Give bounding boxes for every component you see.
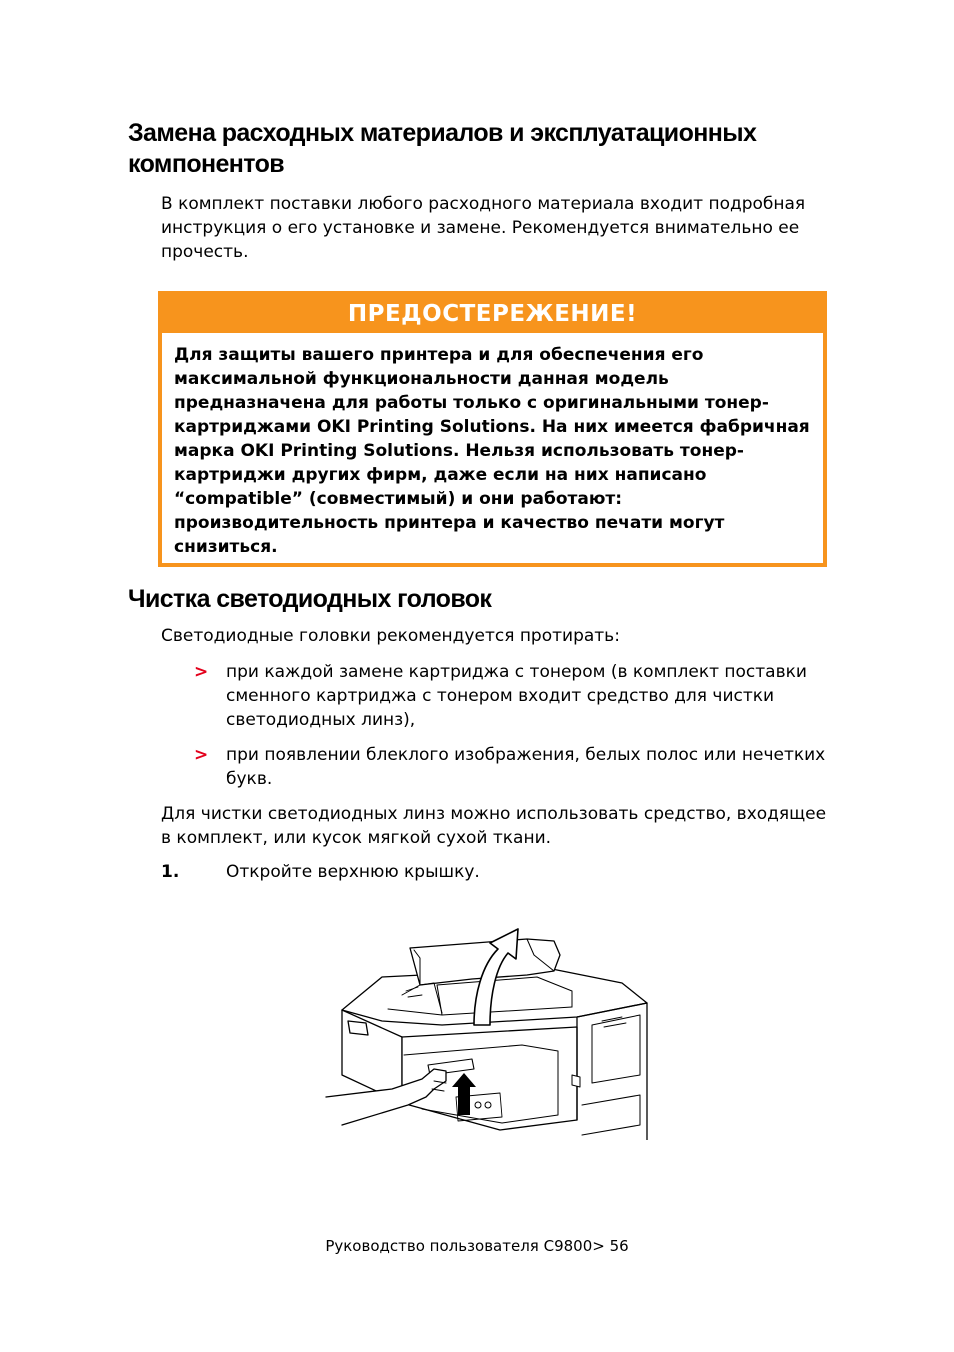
step-text: Откройте верхнюю крышку. [226, 862, 480, 882]
warning-heading: ПРЕДОСТЕРЕЖЕНИЕ! [162, 295, 823, 333]
list-item-text: при каждой замене картриджа с тонером (в комплект поставки сменного картриджа с тонером входит средство для чистки светодиодных линз), [226, 662, 807, 730]
list-item [161, 743, 827, 791]
bullet-arrow-icon: > [194, 745, 209, 765]
list-item-text: при появлении блеклого изображения, белых полос или нечетких букв. [226, 745, 826, 789]
warning-box [158, 291, 827, 567]
section-title-replace-supplies: Замена расходных материалов и эксплуатационных компонентов [128, 119, 757, 178]
bullet-arrow-icon: > [194, 662, 209, 682]
page-footer: Руководство пользователя C9800> 56 [325, 1237, 629, 1255]
cleaning-method-paragraph: Для чистки светодиодных линз можно использовать средство, входящее в комплект, или кусок мягкой сухой ткани. [161, 804, 827, 848]
section-title-led-cleaning: Чистка светодиодных головок [128, 585, 492, 613]
printer-open-top-cover-illustration [322, 925, 658, 1140]
step-number: 1. [161, 862, 180, 882]
warning-text: Для защиты вашего принтера и для обеспечения его максимальной функциональности данная модель предназначена для работы только с оригинальными тонер-картриджами OKI Printing Solutions. На них имеется фабричная марка OKI Printing Solutions. Нельзя использовать тонер-картриджи других фирм, даже если на них написано “compatible” (совместимый) и они работают: производительность принтера и качество печати могут снизиться. [174, 345, 810, 557]
led-cleaning-intro: Светодиодные головки рекомендуется протирать: [161, 626, 620, 646]
supplies-intro-paragraph: В комплект поставки любого расходного материала входит подробная инструкция о его установке и замене. Рекомендуется внимательно ее прочесть. [161, 194, 806, 262]
list-item [161, 660, 827, 732]
